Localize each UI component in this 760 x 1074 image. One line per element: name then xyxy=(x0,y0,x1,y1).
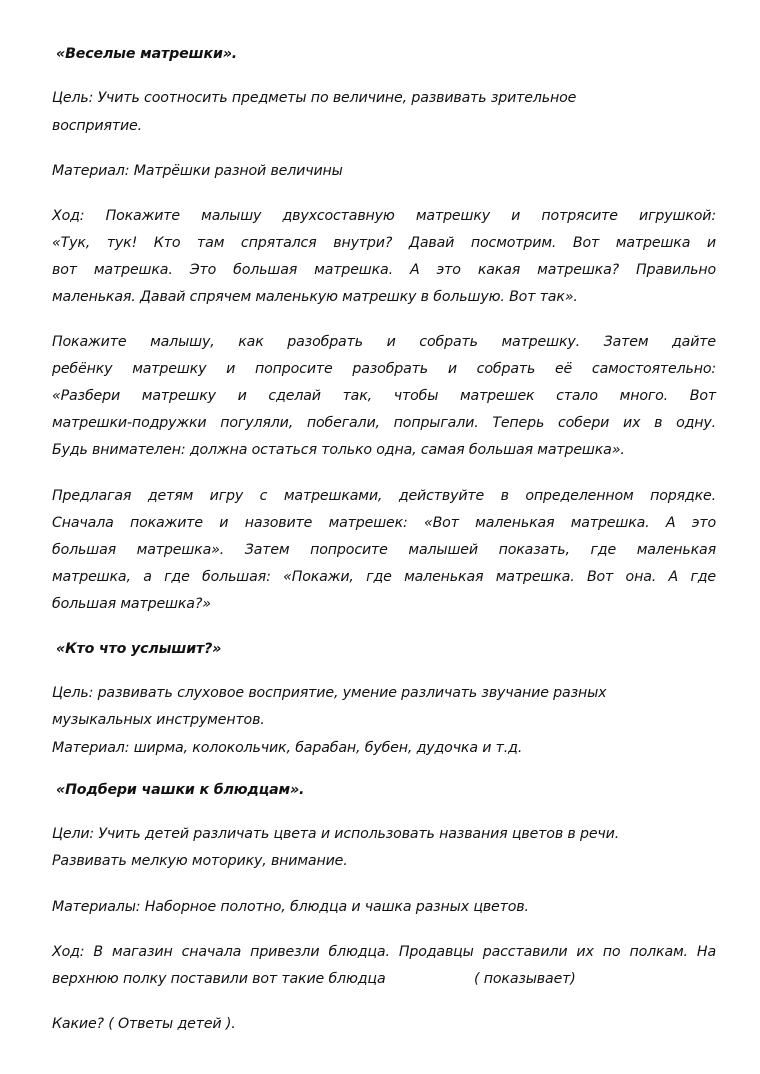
section-title-who-hears: «Кто что услышит?» xyxy=(56,641,222,657)
section-title-matryoshka: «Веселые матрешки». xyxy=(56,46,238,62)
course-line: Ход: Покажите малышу двухсоставную матрешку и потрясите игрушкой: xyxy=(52,208,716,224)
paragraph-line: Сначала покажите и назовите матрешек: «Вот маленькая матрешка. А это xyxy=(52,515,716,531)
course-line: вот матрешка. Это большая матрешка. А это какая матрешка? Правильно xyxy=(52,262,716,278)
paragraph-line: Будь внимателен: должна остаться только одна, самая большая матрешка». xyxy=(52,442,625,458)
materials-text: Материалы: Наборное полотно, блюдца и чашка разных цветов. xyxy=(52,899,529,915)
paragraph-line: большая матрешка». Затем попросите малышей показать, где маленькая xyxy=(52,542,716,558)
goal-text-cont: восприятие. xyxy=(52,118,142,134)
goal-text: Цель: развивать слуховое восприятие, умение различать звучание разных xyxy=(52,685,607,701)
question-text: Какие? ( Ответы детей ). xyxy=(52,1016,236,1032)
course-line: маленькая. Давай спрячем маленькую матрешку в большую. Вот так». xyxy=(52,289,578,305)
course-line: «Тук, тук! Кто там спрятался внутри? Давай посмотрим. Вот матрешка и xyxy=(52,235,716,251)
paragraph-line: большая матрешка?» xyxy=(52,596,211,612)
paragraph-line: «Разбери матрешку и сделай так, чтобы матрешек стало много. Вот xyxy=(52,388,716,404)
paragraph-line: Предлагая детям игру с матрешками, действуйте в определенном порядке. xyxy=(52,488,716,504)
paragraph-line: матрешки-подружки погуляли, побегали, попрыгали. Теперь собери их в одну. xyxy=(52,415,716,431)
goals-text-cont: Развивать мелкую моторику, внимание. xyxy=(52,853,348,869)
goals-text: Цели: Учить детей различать цвета и использовать названия цветов в речи. xyxy=(52,826,620,842)
goal-text-cont: музыкальных инструментов. xyxy=(52,712,265,728)
course-line: Ход: В магазин сначала привезли блюдца. Продавцы расставили их по полкам. На xyxy=(52,944,716,960)
material-text: Материал: ширма, колокольчик, барабан, бубен, дудочка и т.д. xyxy=(52,740,523,756)
course-line: верхнюю полку поставили вот такие блюдца xyxy=(52,971,386,987)
goal-text: Цель: Учить соотносить предметы по величине, развивать зрительное xyxy=(52,90,577,106)
paragraph-line: матрешка, а где большая: «Покажи, где маленькая матрешка. Вот она. А где xyxy=(52,569,716,585)
paragraph-line: ребёнку матрешку и попросите разобрать и собрать её самостоятельно: xyxy=(52,361,716,377)
material-text: Материал: Матрёшки разной величины xyxy=(52,163,343,179)
course-line-note: ( показывает) xyxy=(474,971,576,987)
paragraph-line: Покажите малышу, как разобрать и собрать матрешку. Затем дайте xyxy=(52,334,716,350)
section-title-cups-saucers: «Подбери чашки к блюдцам». xyxy=(56,782,305,798)
